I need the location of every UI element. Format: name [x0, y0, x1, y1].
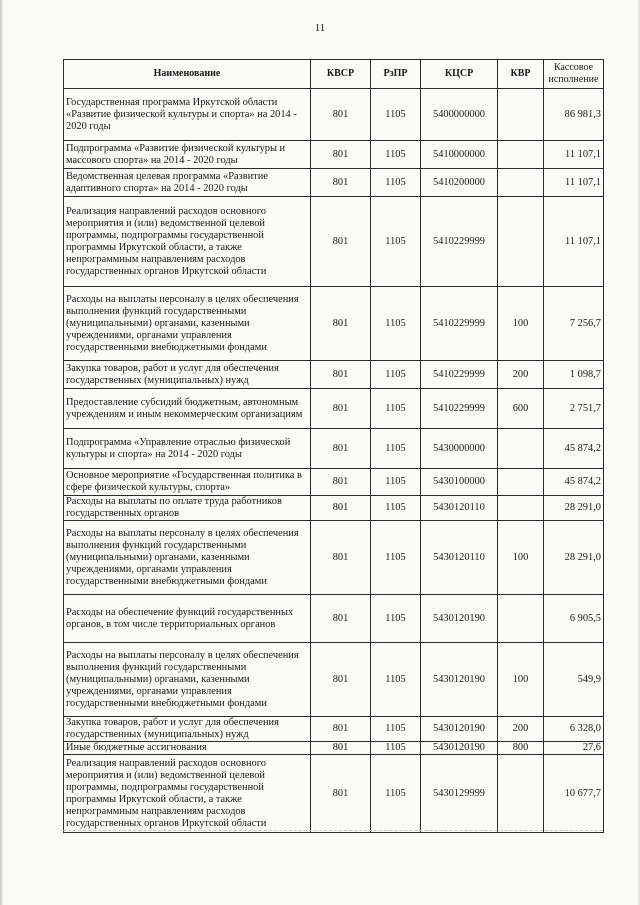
row-kvr: 100: [498, 643, 544, 717]
header-name: Наименование: [64, 60, 311, 89]
row-rzpr: 1105: [371, 595, 421, 643]
scan-edge-shadow: [0, 0, 3, 905]
header-kvsr: КВСР: [311, 60, 371, 89]
row-kcsr: 5410229999: [421, 361, 498, 389]
table-row: [64, 755, 604, 833]
row-kcsr: 5430129999: [421, 755, 498, 833]
row-kvsr: 801: [311, 521, 371, 595]
row-rzpr: 1105: [371, 197, 421, 287]
row-kvsr: 801: [311, 287, 371, 361]
row-rzpr: 1105: [371, 287, 421, 361]
row-rzpr: 1105: [371, 141, 421, 169]
row-name: Расходы на выплаты по оплате труда работников государственных органов: [64, 496, 311, 521]
budget-execution-table: [63, 59, 604, 833]
row-amount: 45 874,2: [544, 469, 604, 496]
row-kvr: 200: [498, 717, 544, 742]
row-amount: 45 874,2: [544, 429, 604, 469]
row-name: Расходы на выплаты персоналу в целях обеспечения выполнения функций государственными (муниципальными) органами, казенными учреждениями, органами управления государственными внебюджетными фондами: [64, 287, 311, 361]
row-name: Закупка товаров, работ и услуг для обеспечения государственных (муниципальных) нужд: [64, 717, 311, 742]
row-kcsr: 5410229999: [421, 197, 498, 287]
row-kvsr: 801: [311, 89, 371, 141]
table-row: [64, 361, 604, 389]
row-name: Реализация направлений расходов основного мероприятия и (или) ведомственной целевой программы, подпрограммы государственной программы Иркутской области, а также непрограммным направлениям расходов государственных органов Иркутской области: [64, 755, 311, 833]
table-row: [64, 643, 604, 717]
row-kcsr: 5410229999: [421, 287, 498, 361]
row-kcsr: 5430000000: [421, 429, 498, 469]
row-name: Подпрограмма «Управление отраслью физической культуры и спорта» на 2014 - 2020 годы: [64, 429, 311, 469]
header-rzpr: РзПР: [371, 60, 421, 89]
row-kcsr: 5430120190: [421, 595, 498, 643]
header-amount: Кассовое исполнение: [544, 60, 604, 89]
row-amount: 1 098,7: [544, 361, 604, 389]
row-rzpr: 1105: [371, 469, 421, 496]
row-kvr: 100: [498, 521, 544, 595]
table-row: [64, 521, 604, 595]
row-amount: 86 981,3: [544, 89, 604, 141]
row-rzpr: 1105: [371, 742, 421, 755]
row-amount: 28 291,0: [544, 521, 604, 595]
row-kvr: [498, 496, 544, 521]
table-row: [64, 717, 604, 742]
row-rzpr: 1105: [371, 717, 421, 742]
row-kcsr: 5430100000: [421, 469, 498, 496]
row-name: Реализация направлений расходов основного мероприятия и (или) ведомственной целевой программы, подпрограммы государственной программы Иркутской области, а также непрограммным направлениям расходов государственных органов Иркутской области: [64, 197, 311, 287]
row-name: Государственная программа Иркутской области «Развитие физической культуры и спорта» на 2014 - 2020 годы: [64, 89, 311, 141]
row-rzpr: 1105: [371, 429, 421, 469]
row-rzpr: 1105: [371, 496, 421, 521]
page-number: 11: [314, 22, 326, 34]
row-name: Закупка товаров, работ и услуг для обеспечения государственных (муниципальных) нужд: [64, 361, 311, 389]
header-kcsr: КЦСР: [421, 60, 498, 89]
row-name: Предоставление субсидий бюджетным, автономным учреждениям и иным некоммерческим организациям: [64, 389, 311, 429]
row-kvr: 200: [498, 361, 544, 389]
row-kvr: [498, 595, 544, 643]
row-kcsr: 5430120190: [421, 742, 498, 755]
row-rzpr: 1105: [371, 755, 421, 833]
row-kvsr: 801: [311, 717, 371, 742]
row-kvr: 800: [498, 742, 544, 755]
row-kcsr: 5410000000: [421, 141, 498, 169]
row-rzpr: 1105: [371, 521, 421, 595]
table-row: [64, 742, 604, 755]
table-row: [64, 429, 604, 469]
row-name: Расходы на обеспечение функций государственных органов, в том числе территориальных органов: [64, 595, 311, 643]
row-kvr: [498, 197, 544, 287]
row-kvr: [498, 429, 544, 469]
table-row: [64, 389, 604, 429]
row-kcsr: 5430120190: [421, 717, 498, 742]
row-amount: 6 905,5: [544, 595, 604, 643]
row-kvsr: 801: [311, 389, 371, 429]
row-kcsr: 5430120110: [421, 496, 498, 521]
row-kcsr: 5400000000: [421, 89, 498, 141]
row-amount: 10 677,7: [544, 755, 604, 833]
row-amount: 7 256,7: [544, 287, 604, 361]
table-row: [64, 496, 604, 521]
row-kcsr: 5410229999: [421, 389, 498, 429]
row-name: Иные бюджетные ассигнования: [64, 742, 311, 755]
row-amount: 27,6: [544, 742, 604, 755]
row-kvsr: 801: [311, 361, 371, 389]
row-kvsr: 801: [311, 643, 371, 717]
row-rzpr: 1105: [371, 169, 421, 197]
row-kvsr: 801: [311, 429, 371, 469]
row-kvr: 600: [498, 389, 544, 429]
row-kvr: [498, 469, 544, 496]
row-name: Основное мероприятие «Государственная политика в сфере физической культуры, спорта»: [64, 469, 311, 496]
row-amount: 2 751,7: [544, 389, 604, 429]
row-name: Расходы на выплаты персоналу в целях обеспечения выполнения функций государственными (муниципальными) органами, казенными учреждениями, органами управления государственными внебюджетными фондами: [64, 643, 311, 717]
row-kvsr: 801: [311, 755, 371, 833]
row-name: Расходы на выплаты персоналу в целях обеспечения выполнения функций государственными (муниципальными) органами, казенными учреждениями, органами управления государственными внебюджетными фондами: [64, 521, 311, 595]
row-rzpr: 1105: [371, 89, 421, 141]
row-amount: 11 107,1: [544, 169, 604, 197]
row-kvr: [498, 89, 544, 141]
header-kvr: КВР: [498, 60, 544, 89]
table-row: [64, 469, 604, 496]
row-name: Подпрограмма «Развитие физической культуры и массового спорта» на 2014 - 2020 годы: [64, 141, 311, 169]
row-kcsr: 5430120190: [421, 643, 498, 717]
row-rzpr: 1105: [371, 643, 421, 717]
table-row: [64, 141, 604, 169]
row-amount: 549,9: [544, 643, 604, 717]
row-kvr: [498, 755, 544, 833]
row-kcsr: 5410200000: [421, 169, 498, 197]
row-kvr: [498, 141, 544, 169]
row-name: Ведомственная целевая программа «Развитие адаптивного спорта» на 2014 - 2020 годы: [64, 169, 311, 197]
row-kvsr: 801: [311, 141, 371, 169]
scan-bottom-noise: [63, 830, 603, 832]
table-row: [64, 287, 604, 361]
row-kvr: [498, 169, 544, 197]
table-row: [64, 595, 604, 643]
table-header-row: [64, 60, 604, 89]
row-kvsr: 801: [311, 169, 371, 197]
row-rzpr: 1105: [371, 361, 421, 389]
row-kcsr: 5430120110: [421, 521, 498, 595]
row-kvsr: 801: [311, 496, 371, 521]
row-rzpr: 1105: [371, 389, 421, 429]
table-row: [64, 197, 604, 287]
row-kvsr: 801: [311, 742, 371, 755]
row-kvsr: 801: [311, 469, 371, 496]
row-amount: 11 107,1: [544, 141, 604, 169]
row-amount: 28 291,0: [544, 496, 604, 521]
row-kvsr: 801: [311, 595, 371, 643]
row-amount: 11 107,1: [544, 197, 604, 287]
row-amount: 6 328,0: [544, 717, 604, 742]
row-kvsr: 801: [311, 197, 371, 287]
table-row: [64, 89, 604, 141]
row-kvr: 100: [498, 287, 544, 361]
table-row: [64, 169, 604, 197]
